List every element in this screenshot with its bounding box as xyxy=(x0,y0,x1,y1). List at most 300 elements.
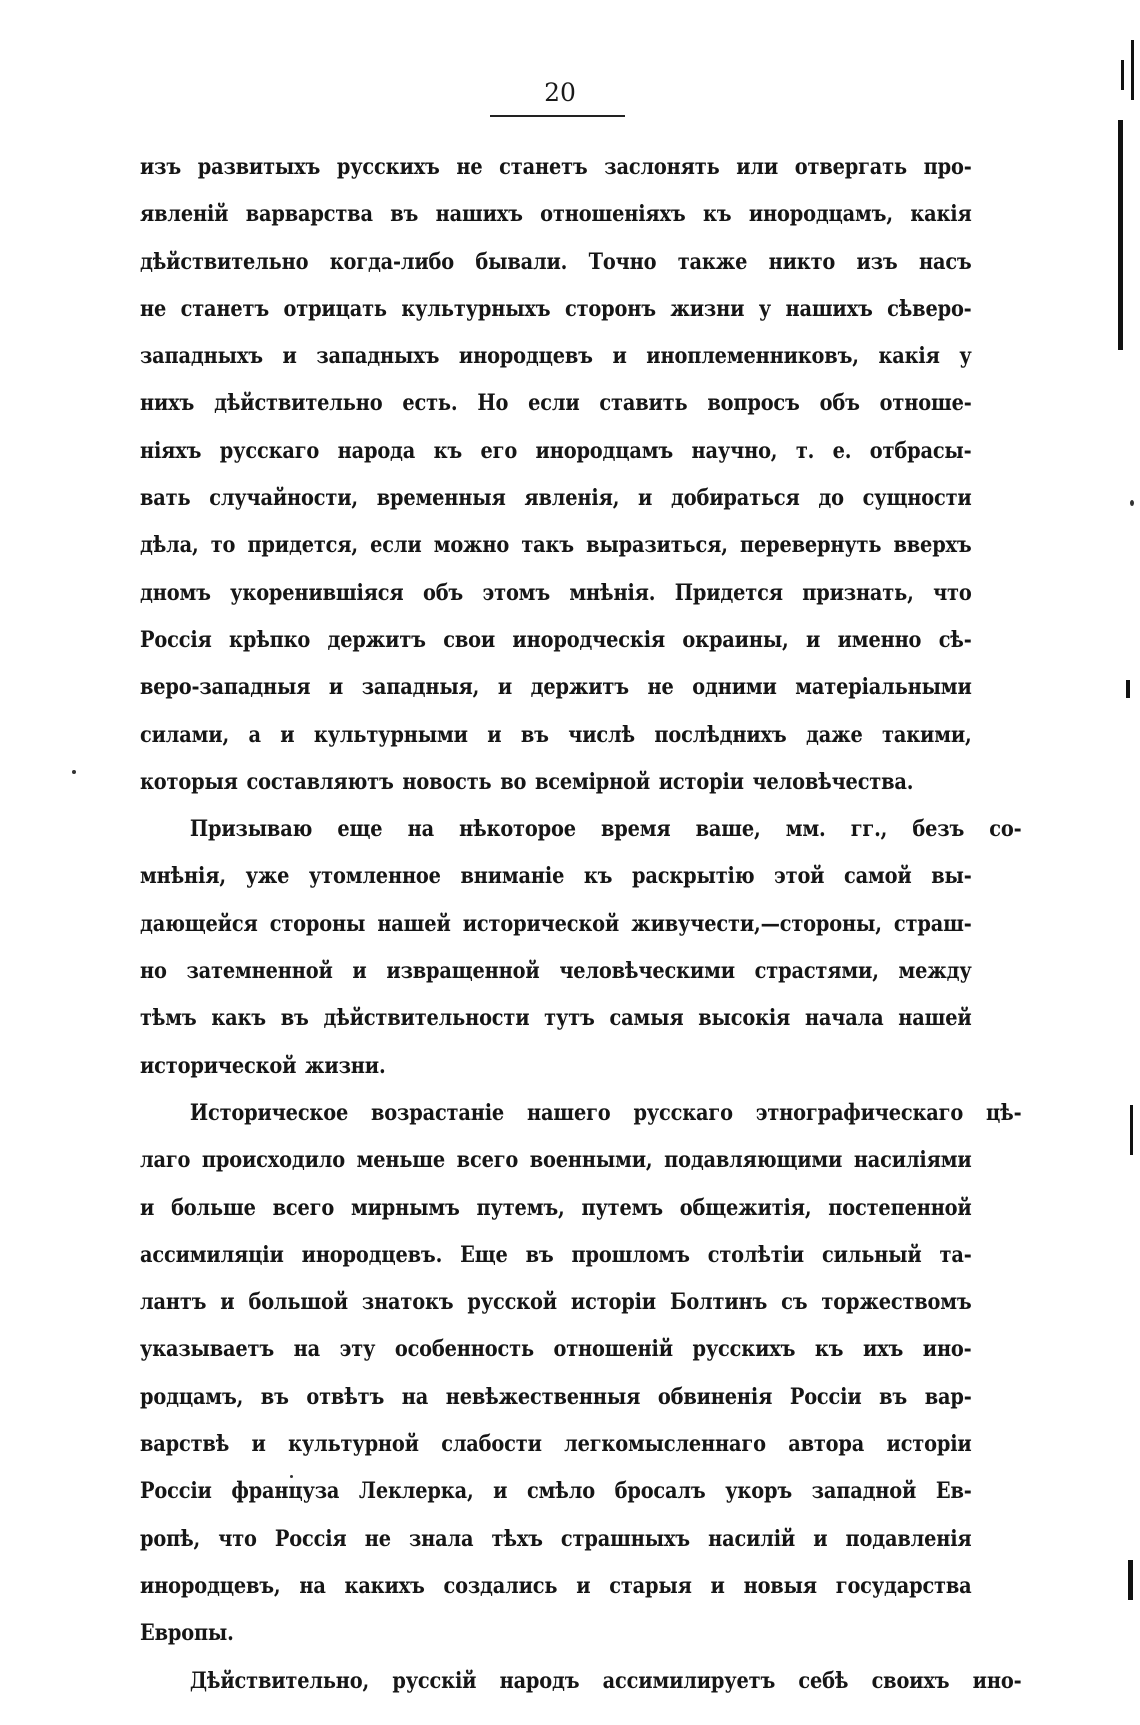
word: даже xyxy=(806,721,863,748)
word: возрастаніе xyxy=(371,1099,505,1126)
word: нашей xyxy=(898,1005,972,1032)
word: отрицать xyxy=(283,295,387,322)
word: Европы. xyxy=(140,1620,234,1647)
word: дѣйствительно xyxy=(214,390,383,417)
word: мирнымъ xyxy=(350,1194,460,1221)
word: отвергать xyxy=(794,154,907,180)
word: какихъ xyxy=(344,1572,425,1599)
word: Но xyxy=(477,390,509,417)
text-line xyxy=(140,853,972,900)
word: можно xyxy=(433,532,510,559)
text-line xyxy=(140,1043,972,1090)
word: тутъ xyxy=(544,1005,595,1032)
word: иноплеменниковъ, xyxy=(646,343,859,370)
word: въ xyxy=(520,721,549,748)
word: себѣ xyxy=(798,1667,849,1694)
text-line xyxy=(140,239,972,286)
word: Историческое xyxy=(189,1099,349,1126)
text-line xyxy=(140,570,972,617)
word: нашихъ xyxy=(785,295,873,322)
word: столѣтіи xyxy=(707,1241,804,1268)
word: стороны xyxy=(269,910,366,937)
word: раскрытію xyxy=(631,863,755,890)
word: станетъ xyxy=(180,295,270,322)
word: и xyxy=(282,343,297,370)
word: культурныхъ xyxy=(401,295,551,322)
word: нѣкоторое xyxy=(459,816,576,843)
word: этнографическаго xyxy=(755,1099,964,1126)
word: которыя xyxy=(140,768,238,795)
scan-edge-mark xyxy=(1131,40,1134,100)
word: насилій xyxy=(708,1525,796,1552)
text-line xyxy=(140,664,972,711)
text-line xyxy=(140,475,972,522)
word: старыя xyxy=(609,1572,692,1599)
word: лантъ xyxy=(140,1289,207,1316)
word: дающейся xyxy=(140,910,258,937)
text-line xyxy=(140,1374,972,1421)
word: нашихъ xyxy=(435,201,523,228)
word: про- xyxy=(923,154,972,180)
text-line xyxy=(140,948,972,995)
text-line xyxy=(140,380,972,427)
word: Россіи xyxy=(789,1383,862,1410)
word: ассимиляціи xyxy=(140,1241,284,1268)
word: русскій xyxy=(392,1667,477,1694)
word: вать xyxy=(140,485,191,512)
text-line xyxy=(140,617,972,664)
page-number: 20 xyxy=(544,78,576,107)
word: Дѣйствительно, xyxy=(189,1667,370,1694)
word: не xyxy=(456,154,483,180)
word: и xyxy=(493,1478,508,1505)
word: тѣхъ xyxy=(491,1525,543,1552)
word: исторіи xyxy=(570,1289,656,1316)
word: и xyxy=(576,1572,591,1599)
word: отвѣтъ xyxy=(306,1383,385,1410)
text-line xyxy=(140,1658,1022,1705)
word: такъ xyxy=(521,532,574,559)
word: русскихъ xyxy=(692,1336,796,1363)
word: этой xyxy=(774,863,825,890)
word: укоренившіяся xyxy=(230,579,404,606)
word: и xyxy=(328,674,344,701)
word: цѣ- xyxy=(986,1099,1022,1126)
word: какія xyxy=(910,201,972,228)
word: у xyxy=(959,343,972,370)
word: отбрасы- xyxy=(869,437,972,464)
word: высокія xyxy=(698,1005,791,1032)
word: уже xyxy=(245,863,290,890)
word: развитыхъ xyxy=(197,154,321,180)
word: перевернуть xyxy=(739,532,882,559)
word: насиліями xyxy=(853,1147,972,1174)
word: дѣйствительно xyxy=(140,248,309,275)
word: въ xyxy=(879,1383,908,1410)
word: страшныхъ xyxy=(560,1525,690,1552)
word: случайности, xyxy=(209,485,358,512)
word: въ xyxy=(390,201,419,228)
word: инородческія xyxy=(512,626,666,653)
word: человѣчества. xyxy=(752,768,914,795)
word: новость xyxy=(402,768,492,795)
word: инородцевъ xyxy=(458,343,593,370)
word: знала xyxy=(408,1525,474,1552)
word: западныя, xyxy=(361,674,480,701)
text-line xyxy=(140,1090,1022,1137)
word: составляютъ xyxy=(246,768,394,795)
word: и xyxy=(352,958,367,985)
word: культурной xyxy=(288,1431,419,1458)
word: изъ xyxy=(140,154,182,180)
word: и xyxy=(612,343,627,370)
text-line xyxy=(140,522,972,569)
word: Точно xyxy=(588,248,657,275)
word: изъ xyxy=(856,248,898,275)
word: нашей xyxy=(377,910,451,937)
word: матеріальными xyxy=(795,674,972,701)
word: на xyxy=(401,1383,429,1410)
scan-edge-mark xyxy=(1128,1560,1133,1600)
word: автора xyxy=(788,1431,865,1458)
text-line xyxy=(140,1563,972,1610)
text-line xyxy=(140,1468,972,1515)
word: вверхъ xyxy=(893,532,972,559)
text-line xyxy=(140,1185,972,1232)
word: отношеній xyxy=(553,1336,673,1363)
word: самыя xyxy=(609,1005,684,1032)
word: сторонъ xyxy=(564,295,656,322)
word: вар- xyxy=(924,1383,972,1410)
word: слабости xyxy=(441,1431,542,1458)
word: какъ xyxy=(211,1005,266,1032)
word: жизни. xyxy=(305,1052,386,1079)
header-rule xyxy=(490,115,625,117)
text-line xyxy=(140,1326,972,1373)
word: ставить xyxy=(599,390,688,417)
word: нашего xyxy=(526,1099,611,1126)
text-line xyxy=(140,1279,972,1326)
word: держитъ xyxy=(530,674,629,701)
word: во xyxy=(500,768,527,795)
word: жизни xyxy=(670,295,745,322)
word: веро-западныя xyxy=(140,674,311,701)
word: инородцамъ, xyxy=(748,201,893,228)
word: Еще xyxy=(460,1241,508,1268)
word: то xyxy=(210,532,236,559)
word: культурными xyxy=(313,721,468,748)
text-line xyxy=(140,995,972,1042)
word: силами, xyxy=(140,721,230,748)
word: е. xyxy=(832,437,852,464)
word: и xyxy=(638,485,653,512)
word: т. xyxy=(795,437,815,464)
word: насъ xyxy=(918,248,972,275)
word: держитъ xyxy=(327,626,426,653)
scan-speck xyxy=(72,770,76,774)
word: и xyxy=(140,1194,155,1221)
word: заслонять xyxy=(604,154,720,180)
text-line xyxy=(140,712,972,759)
scan-speck xyxy=(1130,500,1134,506)
word: такими, xyxy=(882,721,972,748)
scan-edge-mark xyxy=(1121,60,1124,90)
word: никто xyxy=(768,248,836,275)
word: дѣла, xyxy=(140,532,199,559)
word: мнѣнія. xyxy=(569,579,656,606)
word: къ xyxy=(433,437,463,464)
word: путемъ, xyxy=(476,1194,565,1221)
word: къ xyxy=(814,1336,844,1363)
word: легкомысленнаго xyxy=(564,1431,766,1458)
word: и xyxy=(220,1289,235,1316)
text-line xyxy=(140,759,972,806)
word: живучести,—стороны, xyxy=(631,910,882,937)
word: дѣйствительности xyxy=(323,1005,530,1032)
word: ваше, xyxy=(695,816,761,843)
text-line xyxy=(140,144,972,191)
word: на xyxy=(293,1336,321,1363)
word: явленій xyxy=(140,201,229,228)
word: западныхъ xyxy=(316,343,440,370)
word: эту xyxy=(339,1336,376,1363)
word: не xyxy=(140,295,167,322)
word: родцамъ, xyxy=(140,1383,244,1410)
word: военными, xyxy=(529,1147,653,1174)
word: русской xyxy=(467,1289,557,1316)
word: мм. xyxy=(785,816,826,843)
word: новыя xyxy=(743,1572,817,1599)
text-line xyxy=(140,333,972,380)
text-line xyxy=(140,901,972,948)
word: не xyxy=(647,674,674,701)
word: постепенной xyxy=(828,1194,972,1221)
word: бывали. xyxy=(475,248,568,275)
word: научно, xyxy=(691,437,778,464)
word: исторической xyxy=(140,1052,297,1079)
word: ино- xyxy=(922,1336,972,1363)
text-line xyxy=(140,1610,972,1657)
word: та- xyxy=(939,1241,972,1268)
word: со- xyxy=(989,816,1022,843)
word: невѣжественныя xyxy=(445,1383,641,1410)
word: Россія xyxy=(274,1525,347,1552)
word: въ xyxy=(260,1383,289,1410)
scan-edge-mark xyxy=(1126,680,1130,698)
word: извращенной xyxy=(386,958,540,985)
word: путемъ xyxy=(581,1194,663,1221)
word: мнѣнія, xyxy=(140,863,226,890)
word: торжествомъ xyxy=(821,1289,972,1316)
word: и xyxy=(251,1431,266,1458)
word: варствѣ xyxy=(140,1431,230,1458)
word: начала xyxy=(804,1005,884,1032)
word: Леклерка, xyxy=(358,1478,474,1505)
word: въ xyxy=(280,1005,309,1032)
word: исторіи xyxy=(658,768,744,795)
word: объ xyxy=(422,579,464,606)
word: большой xyxy=(248,1289,348,1316)
word: ассимилируетъ xyxy=(602,1667,776,1694)
word: есть. xyxy=(402,390,458,417)
word: вниманіе xyxy=(460,863,565,890)
scan-edge-mark xyxy=(1118,120,1123,350)
text-line xyxy=(140,286,972,333)
word: Придется xyxy=(674,579,783,606)
word: отношеніяхъ xyxy=(540,201,686,228)
word: подавляющими xyxy=(664,1147,843,1174)
word: ропѣ, xyxy=(140,1525,201,1552)
word: вы- xyxy=(931,863,972,890)
word: лаго xyxy=(140,1147,191,1174)
word: что xyxy=(218,1525,257,1552)
word: происходило xyxy=(201,1147,345,1174)
word: Болтинъ xyxy=(669,1289,768,1316)
word: страстями, xyxy=(754,958,879,985)
word: и xyxy=(806,626,821,653)
word: ихъ xyxy=(862,1336,904,1363)
word: и xyxy=(487,721,502,748)
word: инородцевъ, xyxy=(140,1572,281,1599)
word: Ев- xyxy=(935,1478,972,1505)
word: у xyxy=(758,295,771,322)
word: признать, xyxy=(802,579,914,606)
word: безъ xyxy=(912,816,965,843)
word: крѣпко xyxy=(229,626,311,653)
word: когда-либо xyxy=(329,248,455,275)
word: и xyxy=(813,1525,828,1552)
word: если xyxy=(528,390,580,417)
word: меньше xyxy=(356,1147,446,1174)
word: русскихъ xyxy=(336,154,440,180)
word: прошломъ xyxy=(571,1241,690,1268)
word: числѣ xyxy=(568,721,635,748)
word: послѣднихъ xyxy=(654,721,787,748)
word: станетъ xyxy=(499,154,588,180)
word: какія xyxy=(878,343,940,370)
word: или xyxy=(736,154,779,180)
scan-speck xyxy=(290,1475,293,1478)
word: и xyxy=(497,674,513,701)
word: ино- xyxy=(972,1667,1022,1694)
word: исторіи xyxy=(886,1431,972,1458)
word: въ xyxy=(525,1241,554,1268)
word: сѣ- xyxy=(938,626,972,653)
word: одними xyxy=(692,674,777,701)
word: а xyxy=(248,721,261,748)
word: француза xyxy=(231,1478,340,1505)
word: что xyxy=(933,579,972,606)
word: тѣмъ xyxy=(140,1005,197,1032)
word: время xyxy=(600,816,671,843)
word: Призываю xyxy=(189,816,313,843)
word: дномъ xyxy=(140,579,211,606)
text-line xyxy=(140,428,972,475)
word: отноше- xyxy=(879,390,972,417)
word: выразиться, xyxy=(586,532,728,559)
word: вопросъ xyxy=(707,390,800,417)
word: на xyxy=(299,1572,326,1599)
word: всемірной xyxy=(534,768,651,795)
word: окраины, xyxy=(682,626,789,653)
word: еще xyxy=(337,816,383,843)
word: Россіи xyxy=(140,1478,212,1505)
word: народъ xyxy=(499,1667,580,1694)
word: народа xyxy=(337,437,416,464)
word: Россія xyxy=(140,626,212,653)
word: временныя xyxy=(376,485,506,512)
word: исторической xyxy=(462,910,620,937)
word: ніяхъ xyxy=(140,437,202,464)
text-line xyxy=(140,1232,972,1279)
word: но xyxy=(140,958,167,985)
word: добираться xyxy=(671,485,800,512)
text-line xyxy=(140,1421,972,1468)
word: больше xyxy=(171,1194,256,1221)
word: утомленное xyxy=(308,863,441,890)
word: гг., xyxy=(850,816,888,843)
word: знатокъ xyxy=(361,1289,454,1316)
word: подавленія xyxy=(845,1525,972,1552)
body-text xyxy=(140,144,1022,1705)
text-line xyxy=(140,1516,972,1563)
word: создались xyxy=(443,1572,558,1599)
word: сѣверо- xyxy=(887,295,972,322)
word: явленія, xyxy=(524,485,620,512)
word: всего xyxy=(456,1147,519,1174)
word: нихъ xyxy=(140,390,195,417)
word: общежитія, xyxy=(679,1194,812,1221)
word: варварства xyxy=(245,201,373,228)
word: и xyxy=(710,1572,725,1599)
text-line xyxy=(140,191,972,238)
word: инородцевъ. xyxy=(301,1241,443,1268)
word: сильный xyxy=(821,1241,922,1268)
word: особенность xyxy=(394,1336,534,1363)
word: если xyxy=(370,532,422,559)
word: укоръ xyxy=(725,1478,793,1505)
word: русскаго xyxy=(633,1099,733,1126)
word: между xyxy=(898,958,972,985)
word: государства xyxy=(835,1572,972,1599)
word: западныхъ xyxy=(140,343,263,370)
word: инородцамъ xyxy=(535,437,674,464)
word: русскаго xyxy=(219,437,320,464)
word: не xyxy=(364,1525,391,1552)
word: съ xyxy=(781,1289,808,1316)
word: всего xyxy=(272,1194,335,1221)
word: его xyxy=(480,437,518,464)
word: свои xyxy=(443,626,496,653)
word: объ xyxy=(819,390,860,417)
word: именно xyxy=(837,626,922,653)
word: смѣло xyxy=(527,1478,595,1505)
word: придется, xyxy=(247,532,358,559)
word: этомъ xyxy=(482,579,551,606)
word: своихъ xyxy=(871,1667,950,1694)
word: человѣческими xyxy=(559,958,735,985)
word: къ xyxy=(702,201,732,228)
word: къ xyxy=(583,863,613,890)
word: бросалъ xyxy=(614,1478,706,1505)
word: обвиненія xyxy=(657,1383,773,1410)
word: и xyxy=(280,721,295,748)
word: указываетъ xyxy=(140,1336,275,1363)
word: затемненной xyxy=(186,958,333,985)
text-line xyxy=(140,1137,972,1184)
word: сущности xyxy=(862,485,972,512)
word: на xyxy=(407,816,434,843)
